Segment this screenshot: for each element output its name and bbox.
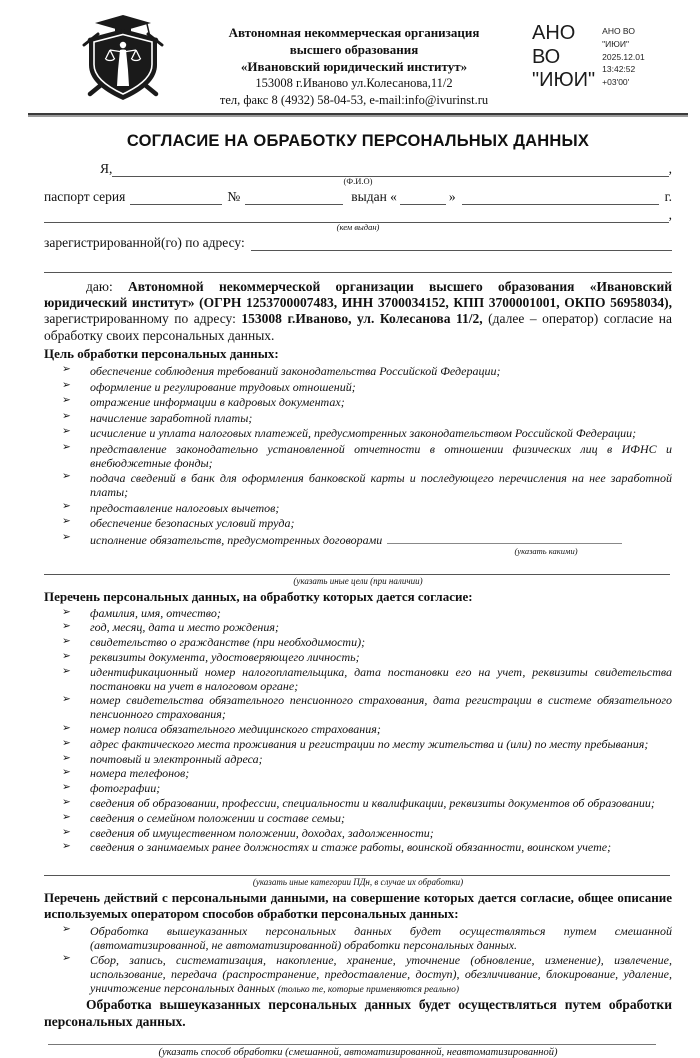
passport-number-sign: № bbox=[227, 188, 241, 204]
arrow-bullet-icon: ➢ bbox=[62, 426, 71, 438]
personal-data-heading: Перечень персональных данных, на обработку которых дается согласие: bbox=[44, 589, 473, 605]
list-item bbox=[60, 651, 672, 665]
list-item-text: сведения о семейном положении и составе семьи; bbox=[90, 810, 346, 825]
issuer-blank-line bbox=[44, 208, 669, 223]
stamp-signature-meta: АНО ВО "ИЮИ" 2025.12.01 13:42:52 +03'00' bbox=[602, 26, 645, 87]
list-item-text: исчисление и уплата налоговых платежей, предусмотренных законодательством Российской Федерации; bbox=[90, 426, 637, 441]
arrow-bullet-icon: ➢ bbox=[62, 782, 71, 794]
arrow-bullet-icon: ➢ bbox=[62, 364, 71, 375]
actions-heading: Перечень действий с персональными данными, на совершение которых дается согласие, общее описание используемых оператором способов обработки персональных данных: bbox=[44, 889, 672, 921]
goals-heading: Цель обработки персональных данных: bbox=[44, 346, 279, 362]
consent-tail: (далее – оператор) согласие на обработку своих персональных данных. bbox=[44, 311, 673, 343]
list-item-text: фамилия, имя, отчество; bbox=[90, 605, 221, 620]
issuer-row bbox=[44, 207, 672, 223]
arrow-bullet-icon: ➢ bbox=[62, 694, 71, 706]
list-item bbox=[60, 767, 672, 781]
stamp-signer-name: АНО ВО "ИЮИ" bbox=[532, 22, 596, 92]
list-item-text: почтовый и электронный адреса; bbox=[90, 751, 263, 766]
arrow-bullet-icon: ➢ bbox=[62, 471, 71, 483]
passport-series-blank bbox=[130, 190, 222, 205]
list-item bbox=[60, 841, 672, 855]
passport-row bbox=[44, 189, 672, 205]
other-goals-blank-line bbox=[44, 562, 670, 575]
issuer-caption: (кем выдан) bbox=[336, 221, 380, 232]
issue-day-blank bbox=[400, 190, 446, 205]
method-caption: (указать способ обработки (смешанной, автоматизированной, неавтоматизированной) bbox=[158, 1047, 558, 1058]
arrow-bullet-icon: ➢ bbox=[62, 923, 71, 935]
list-item-text: оформление и регулирование трудовых отношений; bbox=[90, 379, 356, 394]
arrow-bullet-icon: ➢ bbox=[62, 796, 71, 808]
org-address-block bbox=[176, 12, 532, 108]
address-blank-line bbox=[251, 236, 672, 251]
arrow-bullet-icon: ➢ bbox=[62, 636, 71, 648]
institute-emblem bbox=[72, 12, 176, 109]
arrow-bullet-icon: ➢ bbox=[62, 665, 71, 677]
arrow-bullet-icon: ➢ bbox=[62, 531, 71, 543]
consent-mid: зарегистрированному по адресу: bbox=[44, 311, 236, 327]
fio-blank-line bbox=[112, 162, 668, 177]
arrow-bullet-icon: ➢ bbox=[62, 752, 71, 764]
arrow-bullet-icon: ➢ bbox=[62, 500, 71, 512]
i-label: Я, bbox=[100, 161, 113, 176]
actions-note: (только те, которые применяются реально) bbox=[277, 985, 459, 996]
registered-address-label: зарегистрированной(го) по адресу: bbox=[44, 234, 245, 250]
other-goals-caption: (указать иные цели (при наличии) bbox=[293, 576, 423, 587]
consent-lead: даю: bbox=[86, 278, 113, 294]
address-row-2 bbox=[44, 258, 672, 273]
list-item bbox=[60, 501, 672, 515]
address-row bbox=[44, 235, 672, 251]
arrow-bullet-icon: ➢ bbox=[62, 606, 71, 618]
org-name-line: Автономная некоммерческая организация bbox=[228, 25, 480, 40]
list-item bbox=[60, 442, 672, 470]
list-item bbox=[60, 738, 672, 752]
header-divider bbox=[28, 113, 688, 115]
list-item-text: исполнение обязательств, предусмотренных договорами bbox=[90, 532, 383, 547]
arrow-bullet-icon: ➢ bbox=[62, 379, 71, 391]
list-item bbox=[60, 636, 672, 650]
contracts-blank-caption: (указать какими) bbox=[514, 545, 578, 556]
personal-data-list bbox=[44, 607, 672, 856]
arrow-bullet-icon: ➢ bbox=[62, 953, 71, 965]
document-header bbox=[44, 12, 672, 109]
arrow-bullet-icon: ➢ bbox=[62, 722, 71, 734]
list-item-text: представление законодательно установленной отчетности в отношении физических лиц в ИФНС и внебюджетные фонды; bbox=[90, 441, 672, 470]
list-item-text: свидетельство о гражданстве (при необходимости); bbox=[90, 635, 366, 650]
arrow-bullet-icon: ➢ bbox=[62, 395, 71, 407]
address-blank-line-2 bbox=[44, 258, 672, 273]
list-item-text: Сбор, запись, систематизация, накопление, хранение, уточнение (обновление, изменение), извлечение, использование, передача (распространение, предоставление, доступ), обезличивание, блокирование, удаление, уничтожение персональных данных bbox=[90, 953, 672, 996]
contracts-blank-line bbox=[387, 532, 622, 544]
arrow-bullet-icon: ➢ bbox=[62, 826, 71, 838]
list-item-text: сведения об имущественном положении, доходах, задолженности; bbox=[90, 825, 434, 840]
list-item-text: отражение информации в кадровых документах; bbox=[90, 395, 345, 410]
list-item bbox=[60, 607, 672, 621]
list-item-text: номер свидетельства обязательного пенсионного страхования, дата регистрации в системе обязательного пенсионного страхования; bbox=[90, 693, 672, 722]
issue-date-blank bbox=[462, 190, 659, 205]
digital-signature-stamp bbox=[532, 12, 672, 93]
passport-series-label: паспорт серия bbox=[44, 188, 126, 204]
list-item bbox=[60, 532, 672, 547]
org-address-line: 153008 г.Иваново ул.Колесанова,11/2 bbox=[255, 76, 453, 91]
org-contact-line: тел, факс 8 (4932) 58-04-53, e-mail:info@ivurinst.ru bbox=[219, 92, 489, 107]
arrow-bullet-icon: ➢ bbox=[62, 651, 71, 662]
list-item bbox=[60, 516, 672, 530]
other-pd-blank-line bbox=[44, 863, 670, 876]
list-item-text: реквизиты документа, удостоверяющего личность; bbox=[90, 650, 360, 664]
processing-method-paragraph: Обработка вышеуказанных персональных данных будет осуществляться путем обработки персональных данных. bbox=[44, 997, 672, 1029]
goals-list bbox=[44, 364, 672, 547]
list-item-text: начисление заработной платы; bbox=[90, 410, 253, 425]
arrow-bullet-icon: ➢ bbox=[62, 767, 71, 779]
arrow-bullet-icon: ➢ bbox=[62, 811, 71, 823]
issued-label: выдан « bbox=[351, 188, 397, 204]
list-item bbox=[60, 411, 672, 425]
list-item bbox=[60, 924, 672, 952]
list-item-text: номер полиса обязательного медицинского страхования; bbox=[90, 721, 381, 736]
consent-paragraph bbox=[44, 279, 672, 345]
list-item bbox=[60, 666, 672, 694]
comma: , bbox=[668, 206, 672, 222]
list-item bbox=[60, 797, 672, 811]
list-item bbox=[60, 621, 672, 635]
arrow-bullet-icon: ➢ bbox=[62, 516, 71, 528]
list-item bbox=[60, 426, 672, 440]
org-name-line: высшего образования bbox=[289, 42, 419, 58]
list-item-text: номера телефонов; bbox=[90, 766, 190, 781]
arrow-bullet-icon: ➢ bbox=[62, 441, 71, 453]
list-item bbox=[60, 380, 672, 394]
method-blank-line bbox=[48, 1043, 656, 1045]
quote-close: » bbox=[448, 188, 456, 204]
comma: , bbox=[668, 161, 672, 176]
list-item-text: год, месяц, дата и место рождения; bbox=[90, 620, 279, 635]
list-item bbox=[60, 753, 672, 767]
year-suffix: г. bbox=[664, 188, 672, 204]
list-item bbox=[60, 694, 672, 722]
consent-operator-name: Автономной некоммерческой организации высшего образования «Ивановский юридический институт» (ОГРН 1253700007483, ИНН 3700034152, КПП 3700001001, ОКПО 56958034), bbox=[44, 278, 672, 310]
passport-number-blank bbox=[245, 190, 343, 205]
justice-shield-icon bbox=[72, 12, 174, 104]
list-item-text: сведения об образовании, профессии, специальности и квалификации, реквизиты документов об образовании; bbox=[90, 795, 655, 810]
list-item bbox=[60, 364, 672, 378]
list-item bbox=[60, 471, 672, 499]
list-item bbox=[60, 827, 672, 841]
consent-operator-address: 153008 г.Иваново, ул. Колесанова 11/2, bbox=[241, 311, 483, 327]
list-item bbox=[60, 812, 672, 826]
arrow-bullet-icon: ➢ bbox=[62, 621, 71, 633]
list-item-text: идентификационный номер налогоплательщика, дата постановки его на учет, реквизиты свидетельства постановки на учет в налоговом органе; bbox=[90, 664, 672, 693]
list-item-text: обеспечение соблюдения требований законодательства Российской Федерации; bbox=[90, 364, 501, 378]
list-item bbox=[60, 953, 672, 996]
list-item-text: предоставление налоговых вычетов; bbox=[90, 500, 280, 515]
list-item-text: фотографии; bbox=[90, 781, 161, 796]
org-name-line: «Ивановский юридический институт» bbox=[240, 59, 468, 75]
actions-list bbox=[44, 924, 672, 997]
fio-row bbox=[44, 161, 672, 177]
list-item-text: обеспечение безопасных условий труда; bbox=[90, 516, 295, 531]
list-item-text: адрес фактического места проживания и регистрации по месту жительства и (или) по месту пребывания; bbox=[90, 736, 649, 751]
list-item bbox=[60, 723, 672, 737]
arrow-bullet-icon: ➢ bbox=[62, 841, 71, 853]
other-pd-caption: (указать иные категории ПДн, в случае их обработки) bbox=[252, 877, 464, 888]
list-item bbox=[60, 395, 672, 409]
arrow-bullet-icon: ➢ bbox=[62, 737, 71, 749]
list-item bbox=[60, 782, 672, 796]
fio-caption: (Ф.И.О) bbox=[343, 176, 373, 186]
list-item-text: Обработка вышеуказанных персональных данных будет осуществляться путем смешанной (автоматизированной, не автоматизированной) обработки персональных данных. bbox=[90, 923, 672, 952]
page-title: СОГЛАСИЕ НА ОБРАБОТКУ ПЕРСОНАЛЬНЫХ ДАННЫХ bbox=[126, 132, 590, 150]
arrow-bullet-icon: ➢ bbox=[62, 410, 71, 422]
list-item-text: сведения о занимаемых ранее должностях и стаже работы, воинской обязанности, воинском учете; bbox=[90, 840, 612, 855]
list-item-text: подача сведений в банк для оформления банковской карты и последующего перечисления на нее заработной платы; bbox=[90, 471, 672, 500]
